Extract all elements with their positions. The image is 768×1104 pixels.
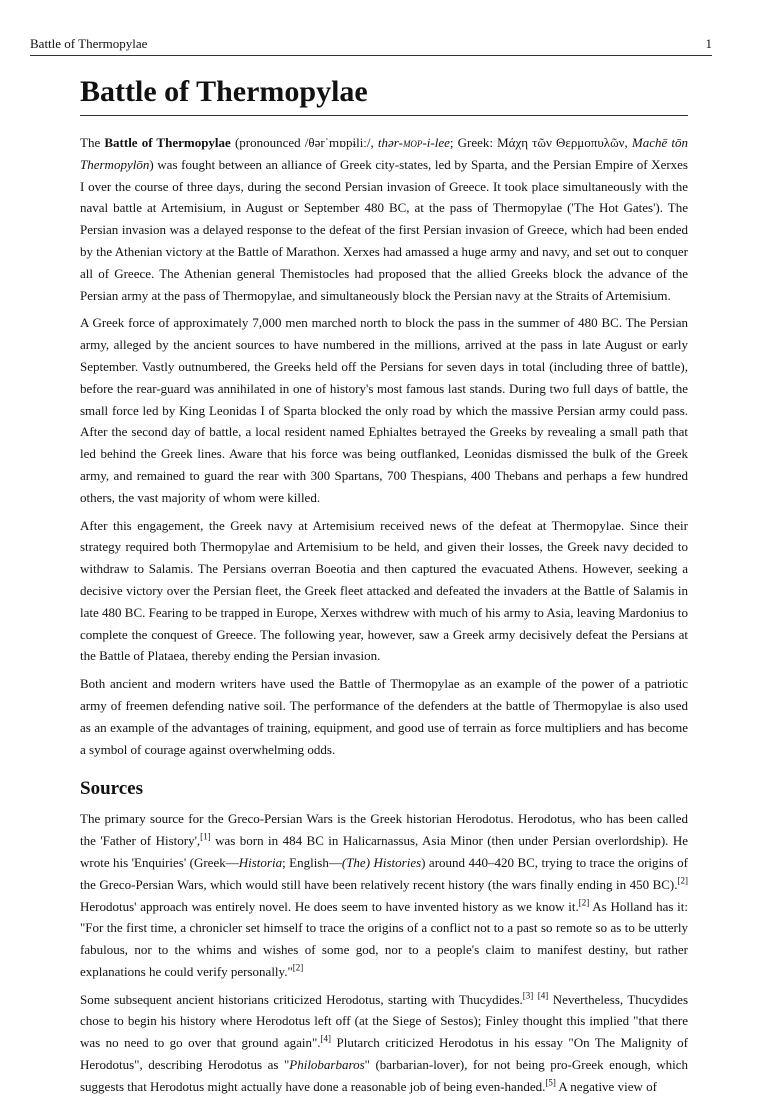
reference-link[interactable]: [1] — [200, 831, 211, 842]
reference-link[interactable]: [4] — [537, 990, 549, 1001]
pronunciation-part: -i-lee — [422, 135, 450, 150]
text-run: Nevertheless, Thucydides chose to begin his history where Herodotus left off (at the Siege of Sestos); Finley thought this implied "that there was no need to go over that ground again". — [80, 991, 689, 1051]
section-heading-sources: Sources — [80, 778, 143, 800]
reference-link[interactable]: [5] — [545, 1077, 556, 1088]
text-run: As Holland has it: "For the first time, a chronicler set himself to trace the origins of a conflict not to a past so remote so as to be utterly fabulous, nor to the whims and wishes of some god, nor to a people's claim to manifest destiny, but rather explanations he could verify personally." — [80, 898, 688, 979]
italic-term: Philobarbaros — [289, 1057, 365, 1073]
text-run: (pronounced /θərˈmɒpɨliː/, — [230, 135, 378, 150]
reference-link[interactable]: [3] — [522, 990, 534, 1001]
paragraph-sources-critics — [80, 989, 688, 1098]
text-run: " (barbarian-lover), for not being pro-Greek enough, which suggests that Herodotus might actually have done a reasonable job of being even-handed. — [80, 1057, 688, 1094]
text-run: ; Greek: Μάχη τῶν Θερμοπυλῶν, — [449, 135, 632, 150]
paragraph-battle: A Greek force of approximately 7,000 men marched north to block the pass in the summer of 480 BC. The Persian army, alleged by the ancient sources to have numbered in the millions, arrived at the pass in late August or early September. Vastly outnumbered, the Greeks held off the Persians for seven days in total (including three of battle), before the rear-guard was annihilated in one of history's most famous last stands. During two full days of battle, the small force led by King Leonidas I of Sparta blocked the only road by which the massive Persian army could pass. After the second day of battle, a local resident named Ephialtes betrayed the Greeks by revealing a small path that led behind the Greek lines. Aware that his force was being outflanked, Leonidas dismissed the bulk of the Greek army, and remained to guard the rear with 300 Spartans, 700 Thespians, 400 Thebans and perhaps a few hundred others, the vast majority of whom were killed. — [80, 315, 688, 505]
text-run: ) around 440–420 BC, trying to trace the origins of the Greco-Persian Wars, which would still have been relatively recent history (the wars finally ending in 450 BC). — [80, 854, 688, 892]
paragraph-aftermath: After this engagement, the Greek navy at Artemisium received news of the defeat at Thermopylae. Since their strategy required both Thermopylae and Artemisium to be held, and given their losses, the Greek navy decided to withdraw to Salamis. The Persians overran Boeotia and then captured the evacuated Athens. However, seeking a decisive victory over the Persian fleet, the Greek fleet attacked and defeated the invaders at the Battle of Salamis in late 480 BC. Fearing to be trapped in Europe, Xerxes withdrew with much of his army to Asia, leaving Mardonius to complete the conquest of Greece. The following year, however, saw a Greek army decisively defeat the Persians at the Battle of Plataea, thereby ending the Persian invasion. — [80, 517, 688, 664]
text-run: Plutarch criticized Herodotus in his essay "On The Malignity of Herodotus", describing Herodotus as " — [80, 1035, 688, 1073]
reference-link[interactable]: [2] — [578, 897, 590, 908]
text-run: Some subsequent ancient historians criticized Herodotus, starting with Thucydides. — [80, 991, 523, 1007]
text-run: The — [80, 135, 105, 150]
text-run: A negative view of — [555, 1078, 657, 1094]
italic-term: Historia — [238, 854, 283, 870]
text-run: Herodotus' approach was entirely novel. He does seem to have invented history as we know it. — [80, 898, 579, 914]
text-run: The primary source for the Greco-Persian Wars is the Greek historian Herodotus. Herodotus, who has been called the 'Father of History', — [80, 811, 688, 849]
text-run: ) was fought between an alliance of Greek city-states, led by Sparta, and the Persian Empire of Xerxes I over the course of three days, during the second Persian invasion of Greece. It took place simultaneously with the naval battle at Artemisium, in August or September 480 BC, at the pass of Thermopylae ('The Hot Gates'). The Persian invasion was a delayed response to the defeat of the first Persian invasion of Greece, which had been ended by the Athenian victory at the Battle of Marathon. Xerxes had amassed a huge army and navy, and set out to conquer all of Greece. The Athenian general Themistocles had proposed that the allied Greeks block the advance of the Persian army at the pass of Thermopylae, and simultaneously block the Persian navy at the Straits of Artemisium. — [80, 156, 688, 303]
article-body — [80, 74, 688, 1104]
page-title: Battle of Thermopylae — [80, 74, 688, 116]
paragraph-intro — [80, 132, 688, 306]
page-number: 1 — [705, 36, 712, 51]
paragraph-legacy: Both ancient and modern writers have used the Battle of Thermopylae as an example of the power of a patriotic army of freemen defending native soil. The performance of the defenders at the battle of Thermopylae is also used as an example of the advantages of training, equipment, and good use of terrain as force multipliers and has become a symbol of courage against overwhelming odds. — [80, 676, 688, 757]
paragraph-sources-herodotus — [80, 808, 688, 982]
transliteration: Machē tōn Thermopylōn — [80, 135, 689, 172]
italic-term: (The) Histories — [341, 854, 422, 870]
running-title: Battle of Thermopylae — [30, 36, 148, 51]
text-run: ; English— — [282, 854, 342, 870]
running-header — [30, 36, 712, 56]
reference-link[interactable]: [2] — [292, 962, 304, 973]
text-run: was born in 484 BC in Halicarnassus, Asia Minor (then under Persian overlordship). He wrote his 'Enquiries' (Greek— — [80, 833, 688, 870]
reference-link[interactable]: [2] — [677, 875, 688, 886]
reference-link[interactable]: [4] — [320, 1033, 332, 1044]
pronunciation-part: thər- — [377, 135, 403, 150]
pronunciation-stress: mop — [402, 135, 423, 150]
bold-term: Battle of Thermopylae — [104, 135, 231, 150]
